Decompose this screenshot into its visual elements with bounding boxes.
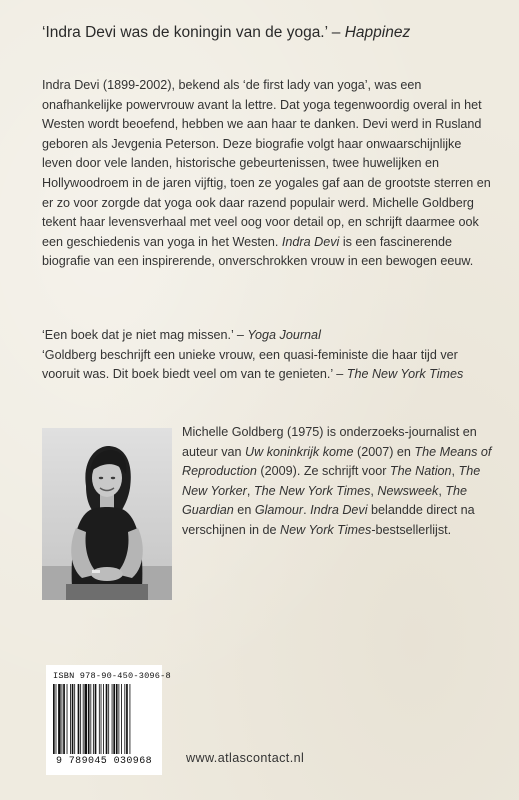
barcode-bar [62,684,63,754]
review-quote-1-source: Yoga Journal [247,328,321,342]
headline-quote-text: ‘Indra Devi was de koningin van de yoga.’ – [42,24,345,41]
barcode-bar [118,684,119,754]
bio-text-7: -bestsellerlijst. [371,522,452,537]
barcode-bar [93,684,94,754]
bio-sep-4: , [438,483,446,498]
barcode-digits: 9 789045 030968 [55,756,152,767]
description-book-title: Indra Devi [281,234,340,249]
barcode-bar [67,684,68,754]
bio-text-2: (2007) en [353,444,415,459]
barcode-bar [74,684,75,754]
bio-text-4: en [233,503,255,518]
barcode-bar [126,684,128,754]
barcode-bar [90,684,91,754]
barcode-bar [103,684,104,754]
bio-media-7: New York Times [280,522,372,537]
barcode-bar [130,684,131,754]
barcode-bar [113,684,115,754]
barcode-bar [72,684,74,754]
bio-sep-2: , [246,483,254,498]
barcode-icon [53,684,155,754]
barcode-bar [80,684,81,754]
bio-media-1: The Nation [389,464,452,479]
barcode-bar [56,684,57,754]
headline-quote [42,22,502,44]
barcode-bar [84,684,87,754]
bio-media-3: The New York Times [253,483,371,498]
barcode-bar [88,684,90,754]
description-paragraph [42,76,492,272]
barcode-bar [116,684,118,754]
bio-media-4: Newsweek [377,483,439,498]
bio-sep-3: , [370,483,378,498]
review-quotes [42,326,492,385]
barcode-bar [70,684,71,754]
review-quote-2-source: The New York Times [346,367,464,382]
barcode-bar [108,684,109,754]
isbn-label: ISBN 978-90-450-3096-8 [53,671,171,681]
author-bio [182,423,492,541]
bio-text-3: (2009). Ze schrijft voor [256,464,390,479]
author-portrait-icon [42,428,172,600]
barcode-bar [124,684,125,754]
barcode-bar [58,684,61,754]
bio-book-3: Indra Devi [310,503,368,518]
description-text-2: is een fascinerende biografie van een inspirerende, onverschrokken vrouw in een bewogen eeuw. [42,234,474,269]
barcode-bar [95,684,97,754]
bio-text-5: . [303,503,311,518]
bio-text-1: Michelle Goldberg (1975) is onderzoeks-journalist en auteur van [182,425,477,459]
headline-quote-source: Happinez [344,24,411,41]
publisher-website[interactable]: www.atlascontact.nl [186,751,305,765]
bio-sep-1: , [451,464,459,479]
barcode [46,665,171,775]
bio-book-1: Uw koninkrijk kome [245,444,354,459]
barcode-bar [112,684,113,754]
bio-media-2: The New Yorker [182,464,481,498]
bio-media-5: The Guardian [182,483,468,518]
review-quote-1-text: ‘Een boek dat je niet mag missen.’ – [42,328,248,342]
barcode-bar [101,684,102,754]
bio-book-2: The Means of Reproduction [182,444,492,479]
author-photo [42,428,172,600]
barcode-bar [106,684,108,754]
review-quote-2-text: ‘Goldberg beschrijft een unieke vrouw, een quasi-feministe die haar tijd ver vooruit was. Dit boek biedt veel om van te genieten.’ – [42,347,458,382]
barcode-bar [83,684,84,754]
review-quote-2 [42,346,492,385]
barcode-bar [63,684,65,754]
barcode-bar [78,684,80,754]
bio-text-6: belandde direct na verschijnen in de [182,503,475,537]
review-quote-1 [42,326,492,346]
barcode-bar [99,684,100,754]
bio-media-6: Glamour [254,503,304,518]
barcode-bar [121,684,122,754]
description-text-1: Indra Devi (1899-2002), bekend als ‘de first lady van yoga’, was een onafhankelijke powervrouw avant la lettre. Dat yoga tegenwoordig overal in het Westen wordt beoefend, hebben we aan haar te danken. Devi werd in Rusland geboren als Jevgenia Peterson. Deze biografie volgt haar onwaarschijnlijke leven door vele landen, historische gebeurtenissen, twee huwelijken en Hollywoodroem in de jaren vijftig, toen ze yogales gaf aan de grootste sterren en er zo voor zorgde dat yoga ook daar razend populair werd. Michelle Goldberg tekent haar levensverhaal met veel oog voor detail op, en schrijft daarmee ook een geschiedenis van yoga in het Westen. [42,78,491,249]
barcode-bar [53,684,55,754]
